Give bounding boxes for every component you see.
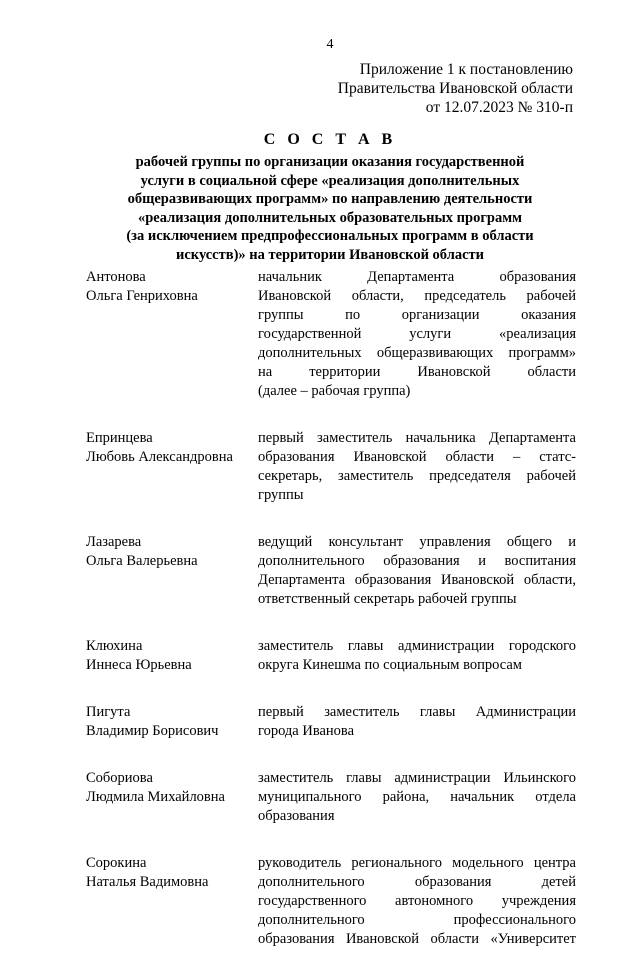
member-entry: [86, 769, 576, 826]
member-name: [86, 533, 258, 609]
member-surname: Лазарева: [86, 534, 142, 550]
role-line: секретарь, заместитель председателя рабочей: [258, 468, 576, 484]
role-line: ответственный секретарь рабочей группы: [258, 591, 517, 607]
role-line: ведущий консультант управления общего и: [258, 534, 576, 550]
role-line: государственного автономного учреждения: [258, 893, 576, 909]
member-entry: [86, 533, 576, 609]
role-line: образования Ивановской области – статс-: [258, 449, 576, 465]
document-title: С О С Т А В: [263, 131, 397, 148]
member-role: [258, 637, 576, 675]
role-line: первый заместитель начальника Департамента: [258, 430, 576, 446]
member-given-name: Людмила Михайловна: [86, 789, 225, 805]
subtitle-line: искусств)» на территории Ивановской области: [176, 246, 484, 263]
subtitle-line: «реализация дополнительных образовательных программ: [137, 209, 522, 226]
role-line: заместитель главы администрации городского: [258, 638, 576, 654]
role-line: города Иванова: [258, 723, 355, 739]
role-line: муниципального района, начальник отдела: [258, 789, 576, 805]
member-entry: [86, 854, 576, 949]
member-entry: [86, 637, 576, 675]
page-number: 4: [326, 37, 334, 52]
subtitle-line: услуги в социальной сфере «реализация дополнительных: [140, 172, 520, 189]
member-surname: Епринцева: [86, 430, 153, 446]
member-name: [86, 769, 258, 826]
member-surname: Собориова: [86, 770, 153, 786]
member-role: [258, 533, 576, 609]
appendix-header: [338, 60, 573, 117]
role-line: дополнительного профессионального: [258, 912, 576, 928]
role-line: образования: [258, 808, 335, 824]
role-line: Ивановской области, председатель рабочей: [258, 288, 576, 304]
role-line: дополнительного образования и воспитания: [258, 553, 576, 569]
member-given-name: Наталья Вадимовна: [86, 874, 209, 890]
member-given-name: Ольга Валерьевна: [86, 553, 198, 569]
members-list: [86, 268, 576, 977]
document-subtitle: [100, 153, 560, 264]
subtitle-line: (за исключением предпрофессиональных программ в области: [126, 228, 534, 244]
member-name: [86, 429, 258, 505]
subtitle-line: общеразвивающих программ» по направлению деятельности: [127, 191, 533, 207]
title-block: [100, 131, 560, 264]
role-line: на территории Ивановской области: [258, 364, 576, 380]
member-role: [258, 854, 576, 949]
member-name: [86, 854, 258, 949]
member-given-name: Ольга Генриховна: [86, 288, 198, 304]
role-line: дополнительных общеразвивающих программ»: [258, 345, 576, 361]
role-line: руководитель регионального модельного центра: [258, 855, 576, 871]
appendix-line-2: Правительства Ивановской области: [337, 80, 573, 97]
role-line: группы: [258, 487, 304, 503]
member-name: [86, 703, 258, 741]
member-surname: Пигута: [86, 704, 131, 720]
member-role: [258, 703, 576, 741]
member-entry: [86, 703, 576, 741]
role-line: группы по организации оказания: [258, 307, 576, 323]
member-given-name: Владимир Борисович: [86, 723, 219, 739]
member-role: [258, 429, 576, 505]
member-given-name: Любовь Александровна: [86, 449, 233, 465]
member-surname: Клюхина: [86, 638, 143, 654]
role-line: начальник Департамента образования: [258, 269, 576, 285]
role-line: Департамента образования Ивановской области,: [258, 572, 576, 588]
member-name: [86, 268, 258, 401]
member-entry: [86, 268, 576, 401]
role-line: государственной услуги «реализация: [258, 326, 576, 342]
member-surname: Антонова: [86, 269, 146, 285]
member-entry: [86, 429, 576, 505]
subtitle-line: рабочей группы по организации оказания государственной: [135, 154, 525, 170]
member-name: [86, 637, 258, 675]
role-line: дополнительного образования детей: [258, 874, 576, 890]
role-line: округа Кинешма по социальным вопросам: [258, 657, 522, 673]
role-line: заместитель главы администрации Ильинского: [258, 770, 576, 786]
member-given-name: Иннеса Юрьевна: [86, 657, 192, 673]
role-line: (далее – рабочая группа): [258, 383, 411, 399]
role-line: первый заместитель главы Администрации: [258, 704, 576, 720]
appendix-line-3: от 12.07.2023 № 310-п: [425, 99, 573, 116]
member-surname: Сорокина: [86, 855, 147, 871]
appendix-line-1: Приложение 1 к постановлению: [359, 61, 573, 78]
member-role: [258, 268, 576, 401]
member-role: [258, 769, 576, 826]
role-line: образования Ивановской области «Университет: [258, 931, 576, 947]
